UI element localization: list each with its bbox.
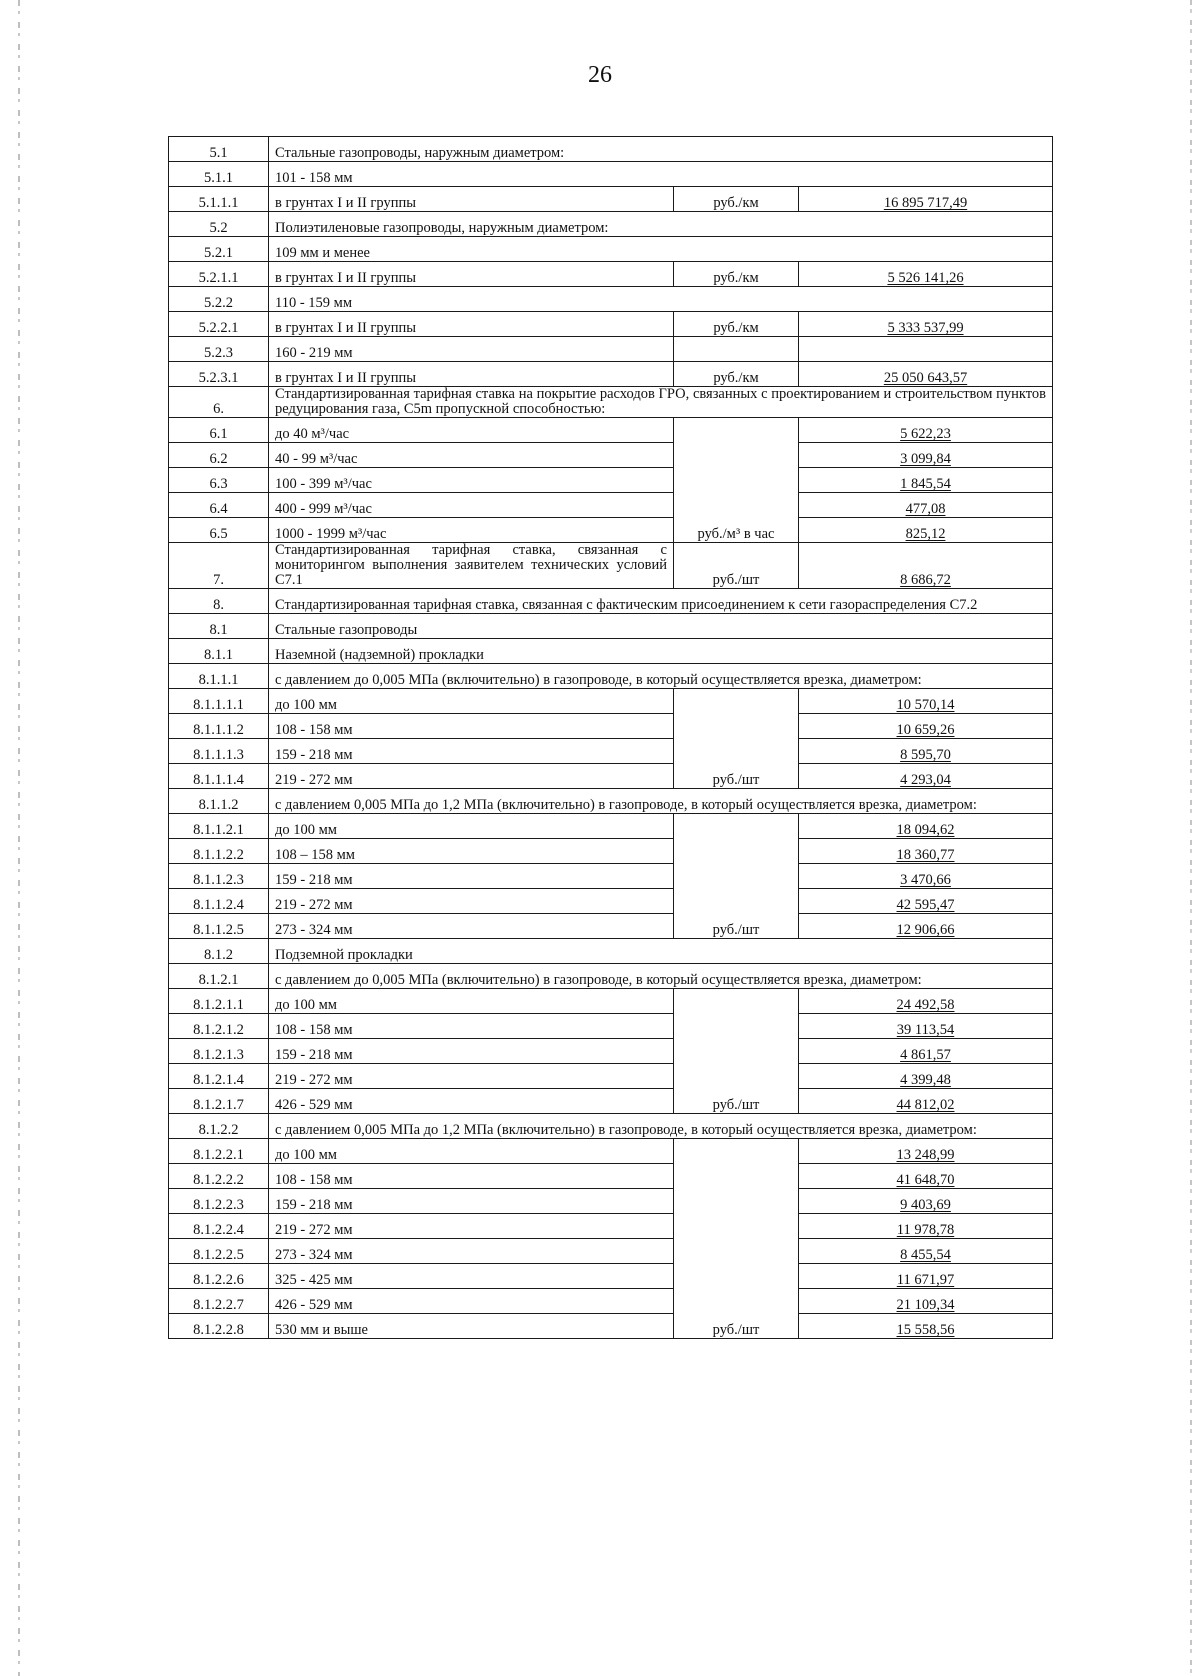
row-description: 108 – 158 мм (269, 839, 674, 864)
table-row (169, 764, 1053, 789)
row-description: до 100 мм (269, 689, 674, 714)
row-code: 5.2.1.1 (169, 262, 269, 287)
table-row (169, 1289, 1053, 1314)
table-row (169, 914, 1053, 939)
table-row (169, 864, 1053, 889)
row-value (799, 1164, 1053, 1189)
row-code: 8.1.1.1.3 (169, 739, 269, 764)
row-value (799, 1289, 1053, 1314)
row-description: 110 - 159 мм (269, 287, 1053, 312)
row-description: 219 - 272 мм (269, 889, 674, 914)
row-value (799, 689, 1053, 714)
row-code: 8.1.2.2.3 (169, 1189, 269, 1214)
row-description: 108 - 158 мм (269, 1014, 674, 1039)
row-value-text: 4 861,57 (900, 1047, 951, 1063)
row-value (799, 418, 1053, 443)
row-code: 5.2.3 (169, 337, 269, 362)
row-description: 109 мм и менее (269, 237, 1053, 262)
table-row (169, 1264, 1053, 1289)
row-description: в грунтах I и II группы (269, 262, 674, 287)
row-code: 6.3 (169, 468, 269, 493)
table-row (169, 1089, 1053, 1114)
row-code: 5.2.2.1 (169, 312, 269, 337)
row-value (799, 864, 1053, 889)
row-description: Стандартизированная тарифная ставка на покрытие расходов ГРО, связанных с проектированием и строительством пунктов редуцирования газа, C5m пропускной способностью: (269, 387, 1053, 418)
row-value (799, 1139, 1053, 1164)
row-value-text: 44 812,02 (896, 1097, 955, 1113)
row-description: 426 - 529 мм (269, 1289, 674, 1314)
group-unit: руб./м³ в час (674, 418, 799, 543)
row-value-text: 3 099,84 (900, 451, 951, 467)
row-value-text: 3 470,66 (900, 872, 951, 888)
row-value (799, 1314, 1053, 1339)
row-code: 8.1.1.1 (169, 664, 269, 689)
row-description: 426 - 529 мм (269, 1089, 674, 1114)
row-value (799, 468, 1053, 493)
row-code: 8.1.2.2.8 (169, 1314, 269, 1339)
row-description: 400 - 999 м³/час (269, 493, 674, 518)
row-code: 8.1.1.2.3 (169, 864, 269, 889)
row-value (799, 337, 1053, 362)
table-row (169, 839, 1053, 864)
row-value (799, 187, 1053, 212)
row-description: 530 мм и выше (269, 1314, 674, 1339)
row-unit: руб./км (674, 312, 799, 337)
row-value-text: 18 094,62 (896, 822, 955, 838)
row-code: 6.4 (169, 493, 269, 518)
row-code: 6. (169, 387, 269, 418)
row-code: 8.1.2.2.7 (169, 1289, 269, 1314)
row-code: 7. (169, 543, 269, 589)
table-row (169, 789, 1053, 814)
row-unit: руб./км (674, 187, 799, 212)
table-row (169, 589, 1053, 614)
row-description: с давлением до 0,005 МПа (включительно) в газопроводе, в который осуществляется врезка, диаметром: (269, 664, 1053, 689)
row-description: в грунтах I и II группы (269, 362, 674, 387)
row-description: 100 - 399 м³/час (269, 468, 674, 493)
row-code: 8.1.2.1.1 (169, 989, 269, 1014)
row-value-text: 5 526 141,26 (887, 270, 964, 286)
row-description: 273 - 324 мм (269, 1239, 674, 1264)
table-row (169, 739, 1053, 764)
row-value (799, 989, 1053, 1014)
row-code: 8.1.2.2.5 (169, 1239, 269, 1264)
row-value-text: 12 906,66 (896, 922, 955, 938)
table-row (169, 387, 1053, 418)
row-value-text: 8 455,54 (900, 1247, 951, 1263)
table-row (169, 1139, 1053, 1164)
row-value (799, 1239, 1053, 1264)
row-unit: руб./шт (674, 543, 799, 589)
group-unit: руб./шт (674, 689, 799, 789)
row-code: 5.2.1 (169, 237, 269, 262)
row-code: 5.1.1 (169, 162, 269, 187)
row-value (799, 362, 1053, 387)
row-value-text: 18 360,77 (896, 847, 955, 863)
row-code: 8.1 (169, 614, 269, 639)
row-description: до 100 мм (269, 814, 674, 839)
table-row (169, 939, 1053, 964)
row-value-text: 4 293,04 (900, 772, 951, 788)
row-description: Полиэтиленовые газопроводы, наружным диаметром: (269, 212, 1053, 237)
scan-edge-left (18, 0, 20, 1676)
row-value (799, 1264, 1053, 1289)
row-value-text: 5 622,23 (900, 426, 951, 442)
row-value (799, 443, 1053, 468)
table-row (169, 964, 1053, 989)
row-value-text: 477,08 (905, 501, 946, 517)
table-row (169, 1114, 1053, 1139)
row-description: 159 - 218 мм (269, 1189, 674, 1214)
table-row (169, 493, 1053, 518)
row-value-text: 11 671,97 (896, 1272, 955, 1288)
table-row (169, 162, 1053, 187)
row-value (799, 518, 1053, 543)
row-description: 108 - 158 мм (269, 714, 674, 739)
row-code: 5.2 (169, 212, 269, 237)
row-code: 8.1.1.2.2 (169, 839, 269, 864)
row-description: 108 - 158 мм (269, 1164, 674, 1189)
table-row (169, 664, 1053, 689)
row-code: 8.1.2 (169, 939, 269, 964)
row-description: 273 - 324 мм (269, 914, 674, 939)
table-row (169, 614, 1053, 639)
scan-edge-right (1190, 0, 1192, 1676)
row-description: 1000 - 1999 м³/час (269, 518, 674, 543)
table-row (169, 237, 1053, 262)
row-description: с давлением 0,005 МПа до 1,2 МПа (включительно) в газопроводе, в который осуществляется врезка, диаметром: (269, 1114, 1053, 1139)
tariff-table (168, 136, 1053, 1339)
table-row (169, 1239, 1053, 1264)
row-description: до 100 мм (269, 989, 674, 1014)
row-code: 8.1.2.1.3 (169, 1039, 269, 1064)
row-value-text: 13 248,99 (896, 1147, 955, 1163)
row-code: 8.1.2.2.1 (169, 1139, 269, 1164)
table-row (169, 714, 1053, 739)
table-row (169, 418, 1053, 443)
page-number: 26 (588, 62, 612, 88)
row-value (799, 914, 1053, 939)
table-row (169, 337, 1053, 362)
row-value-text: 42 595,47 (896, 897, 955, 913)
row-code: 6.1 (169, 418, 269, 443)
row-description: в грунтах I и II группы (269, 312, 674, 337)
row-code: 5.1.1.1 (169, 187, 269, 212)
table-row (169, 287, 1053, 312)
table-row (169, 187, 1053, 212)
row-code: 8.1.1.2 (169, 789, 269, 814)
row-value-text: 10 570,14 (896, 697, 955, 713)
row-value-text: 39 113,54 (896, 1022, 955, 1038)
table-row (169, 137, 1053, 162)
row-code: 8.1.2.2.6 (169, 1264, 269, 1289)
table-row (169, 989, 1053, 1014)
row-description: в грунтах I и II группы (269, 187, 674, 212)
row-description: 219 - 272 мм (269, 764, 674, 789)
row-description: Стандартизированная тарифная ставка, связанная с фактическим присоединением к сети газораспределения C7.2 (269, 589, 1053, 614)
row-code: 8.1.1.2.4 (169, 889, 269, 914)
table-row (169, 889, 1053, 914)
table-row (169, 518, 1053, 543)
row-description: с давлением 0,005 МПа до 1,2 МПа (включительно) в газопроводе, в который осуществляется врезка, диаметром: (269, 789, 1053, 814)
row-value-text: 11 978,78 (896, 1222, 955, 1238)
row-unit: руб./км (674, 362, 799, 387)
row-value-text: 825,12 (905, 526, 946, 542)
row-value (799, 764, 1053, 789)
row-code: 5.2.2 (169, 287, 269, 312)
row-description: 159 - 218 мм (269, 864, 674, 889)
row-value (799, 839, 1053, 864)
row-value (799, 493, 1053, 518)
row-description: 219 - 272 мм (269, 1214, 674, 1239)
table-row (169, 1214, 1053, 1239)
row-description: Стальные газопроводы, наружным диаметром: (269, 137, 1053, 162)
row-value-text: 41 648,70 (896, 1172, 955, 1188)
group-unit: руб./шт (674, 989, 799, 1114)
row-code: 8.1.1.2.1 (169, 814, 269, 839)
row-description: Наземной (надземной) прокладки (269, 639, 1053, 664)
row-code: 8.1.1.1.4 (169, 764, 269, 789)
row-value-text: 25 050 643,57 (883, 370, 968, 386)
row-value (799, 714, 1053, 739)
tariff-table-body (169, 137, 1053, 1339)
row-value-text: 9 403,69 (900, 1197, 951, 1213)
group-unit: руб./шт (674, 814, 799, 939)
row-code: 6.2 (169, 443, 269, 468)
row-value-text: 8 595,70 (900, 747, 951, 763)
row-value (799, 312, 1053, 337)
row-value (799, 1189, 1053, 1214)
row-description: 159 - 218 мм (269, 1039, 674, 1064)
row-value (799, 814, 1053, 839)
row-code: 8.1.1 (169, 639, 269, 664)
row-code: 8.1.2.1.4 (169, 1064, 269, 1089)
row-value-text: 5 333 537,99 (887, 320, 964, 336)
row-code: 8.1.1.1.1 (169, 689, 269, 714)
row-description: Стандартизированная тарифная ставка, связанная с мониторингом выполнения заявителем технических условий C7.1 (269, 543, 674, 589)
row-code: 8.1.2.1.2 (169, 1014, 269, 1039)
group-unit: руб./шт (674, 1139, 799, 1339)
row-description: 325 - 425 мм (269, 1264, 674, 1289)
table-row (169, 1064, 1053, 1089)
row-value (799, 739, 1053, 764)
table-row (169, 1014, 1053, 1039)
table-row (169, 468, 1053, 493)
row-value (799, 1064, 1053, 1089)
row-value (799, 1089, 1053, 1114)
table-row (169, 1189, 1053, 1214)
row-value (799, 1214, 1053, 1239)
row-value-text: 15 558,56 (896, 1322, 955, 1338)
table-row (169, 639, 1053, 664)
row-value (799, 1039, 1053, 1064)
row-description: Стальные газопроводы (269, 614, 1053, 639)
row-code: 8. (169, 589, 269, 614)
row-unit (674, 337, 799, 362)
table-row (169, 814, 1053, 839)
table-row (169, 1164, 1053, 1189)
row-value (799, 889, 1053, 914)
table-row (169, 362, 1053, 387)
row-description: 40 - 99 м³/час (269, 443, 674, 468)
table-row (169, 1314, 1053, 1339)
row-description: с давлением до 0,005 МПа (включительно) в газопроводе, в который осуществляется врезка, диаметром: (269, 964, 1053, 989)
row-value-text: 1 845,54 (900, 476, 951, 492)
table-row (169, 1039, 1053, 1064)
row-description: до 40 м³/час (269, 418, 674, 443)
row-value-text: 10 659,26 (896, 722, 955, 738)
row-value-text: 24 492,58 (896, 997, 955, 1013)
row-description: 101 - 158 мм (269, 162, 1053, 187)
row-code: 5.2.3.1 (169, 362, 269, 387)
row-value-text: 4 399,48 (900, 1072, 951, 1088)
row-description: 219 - 272 мм (269, 1064, 674, 1089)
table-row (169, 212, 1053, 237)
row-code: 8.1.2.2.2 (169, 1164, 269, 1189)
row-value (799, 543, 1053, 589)
row-code: 8.1.2.2 (169, 1114, 269, 1139)
row-code: 8.1.2.2.4 (169, 1214, 269, 1239)
row-description: 159 - 218 мм (269, 739, 674, 764)
row-code: 6.5 (169, 518, 269, 543)
row-description: Подземной прокладки (269, 939, 1053, 964)
row-description: до 100 мм (269, 1139, 674, 1164)
row-code: 8.1.2.1 (169, 964, 269, 989)
row-value-text: 8 686,72 (900, 572, 951, 588)
row-value-text: 16 895 717,49 (883, 195, 968, 211)
row-value (799, 1014, 1053, 1039)
table-row (169, 312, 1053, 337)
row-code: 8.1.1.1.2 (169, 714, 269, 739)
row-value-text: 21 109,34 (896, 1297, 955, 1313)
table-row (169, 443, 1053, 468)
table-row (169, 262, 1053, 287)
row-description: 160 - 219 мм (269, 337, 674, 362)
row-value (799, 262, 1053, 287)
table-row (169, 689, 1053, 714)
row-code: 8.1.2.1.7 (169, 1089, 269, 1114)
row-unit: руб./км (674, 262, 799, 287)
table-row (169, 543, 1053, 589)
row-code: 8.1.1.2.5 (169, 914, 269, 939)
row-code: 5.1 (169, 137, 269, 162)
